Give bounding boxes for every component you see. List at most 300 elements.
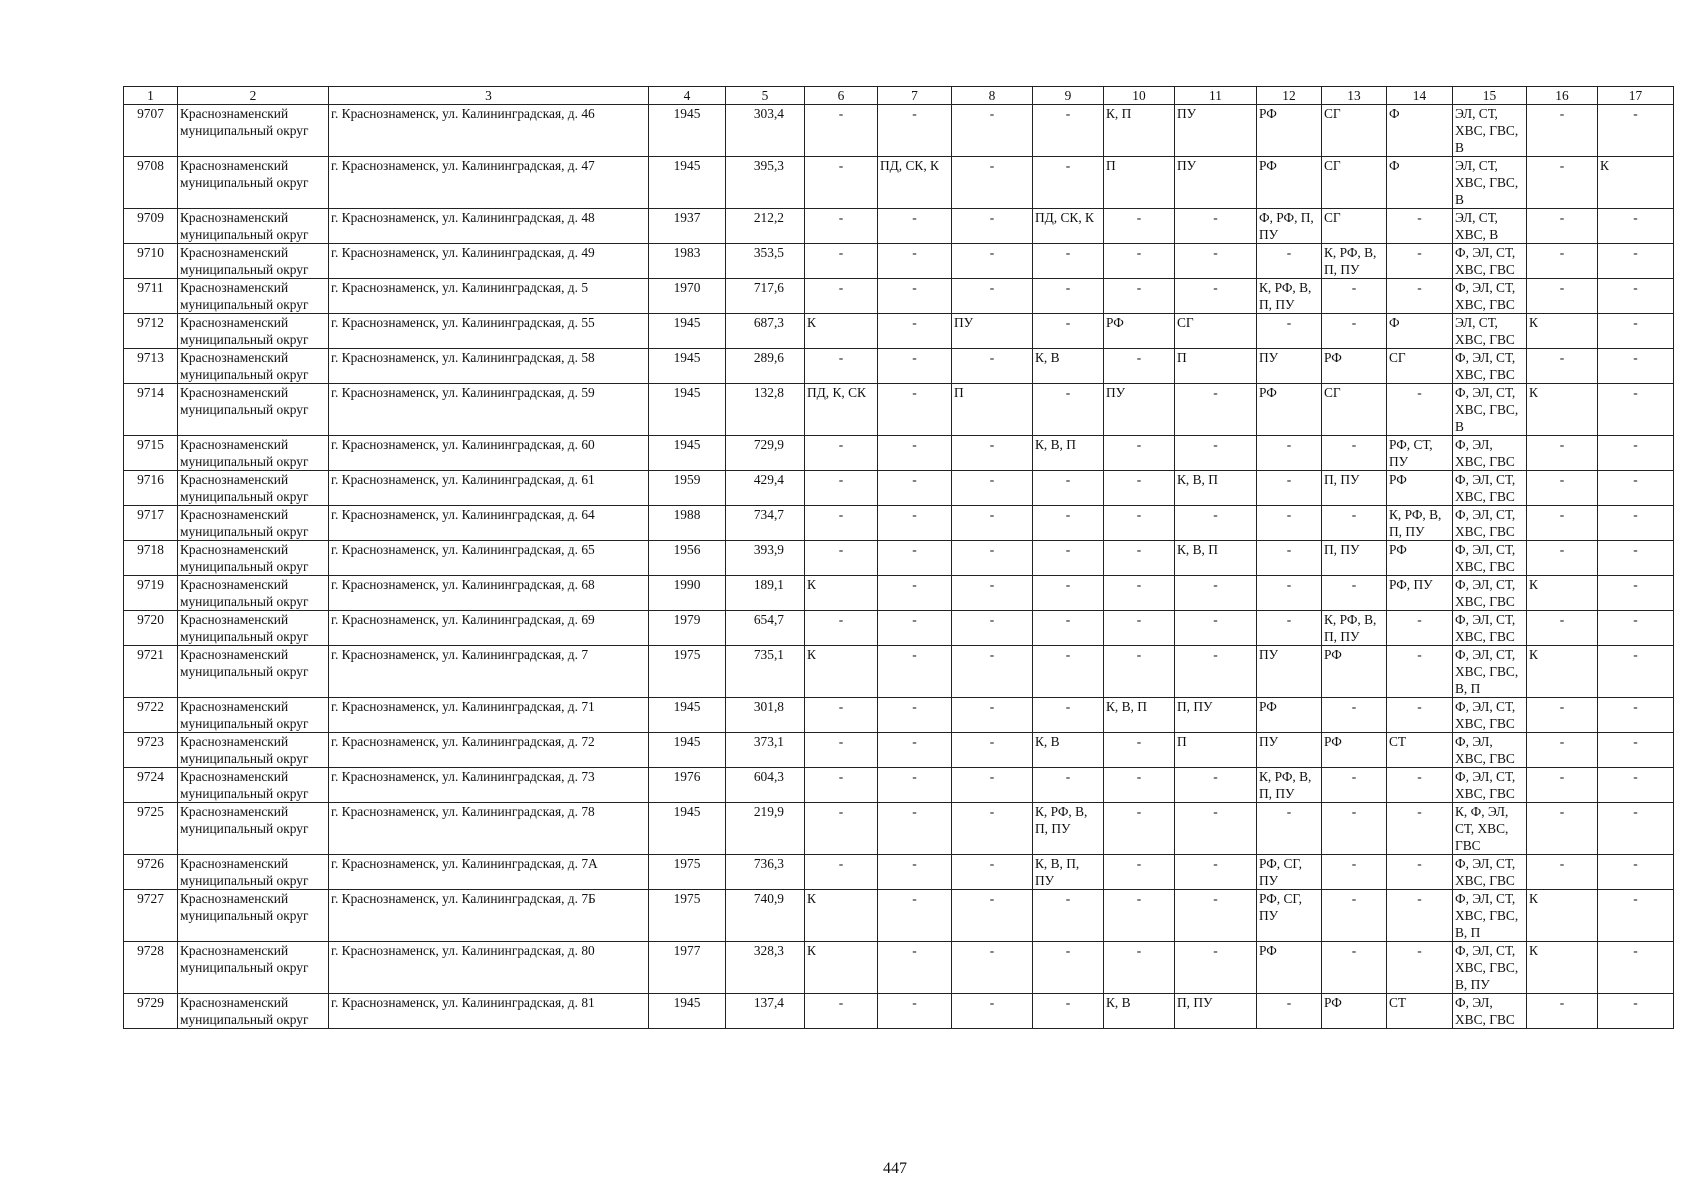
col6-cell: -	[805, 349, 878, 384]
area-cell: 654,7	[726, 611, 805, 646]
col11-cell: -	[1175, 436, 1257, 471]
col9-cell: -	[1033, 698, 1104, 733]
address-cell: г. Краснознаменск, ул. Калининградская, д. 48	[329, 209, 649, 244]
col7-cell: -	[878, 942, 952, 994]
column-number: 14	[1387, 87, 1453, 105]
col13-cell: -	[1322, 436, 1387, 471]
col13-cell: -	[1322, 942, 1387, 994]
column-number: 13	[1322, 87, 1387, 105]
col7-cell: -	[878, 105, 952, 157]
col12-cell: РФ	[1257, 698, 1322, 733]
year-cell: 1937	[649, 209, 726, 244]
col8-cell: -	[952, 576, 1033, 611]
area-cell: 717,6	[726, 279, 805, 314]
district-cell: Краснознаменский муниципальный округ	[178, 244, 329, 279]
row-number: 9710	[124, 244, 178, 279]
col11-cell: -	[1175, 209, 1257, 244]
col7-cell: -	[878, 768, 952, 803]
col6-cell: -	[805, 244, 878, 279]
row-number: 9708	[124, 157, 178, 209]
col17-cell: -	[1598, 349, 1674, 384]
col12-cell: -	[1257, 244, 1322, 279]
col13-cell: -	[1322, 890, 1387, 942]
col8-cell: -	[952, 942, 1033, 994]
col7-cell: -	[878, 209, 952, 244]
col16-cell: -	[1527, 436, 1598, 471]
col16-cell: -	[1527, 209, 1598, 244]
page-number: 447	[883, 1160, 907, 1177]
year-cell: 1945	[649, 733, 726, 768]
table-row	[124, 541, 1674, 576]
col10-cell: -	[1104, 768, 1175, 803]
col17-cell: К	[1598, 157, 1674, 209]
address-cell: г. Краснознаменск, ул. Калининградская, д. 7	[329, 646, 649, 698]
year-cell: 1945	[649, 436, 726, 471]
address-cell: г. Краснознаменск, ул. Калининградская, д. 46	[329, 105, 649, 157]
row-number: 9712	[124, 314, 178, 349]
col9-cell: -	[1033, 506, 1104, 541]
col9-cell: К, В, П	[1033, 436, 1104, 471]
year-cell: 1976	[649, 768, 726, 803]
col8-cell: -	[952, 105, 1033, 157]
col8-cell: -	[952, 768, 1033, 803]
col11-cell: -	[1175, 646, 1257, 698]
table-row	[124, 994, 1674, 1029]
row-number: 9711	[124, 279, 178, 314]
col9-cell: -	[1033, 471, 1104, 506]
year-cell: 1979	[649, 611, 726, 646]
col8-cell: -	[952, 855, 1033, 890]
col17-cell: -	[1598, 576, 1674, 611]
col10-cell: -	[1104, 279, 1175, 314]
col16-cell: -	[1527, 506, 1598, 541]
table-row	[124, 855, 1674, 890]
year-cell: 1970	[649, 279, 726, 314]
column-number-row	[124, 87, 1674, 105]
table-row	[124, 471, 1674, 506]
address-cell: г. Краснознаменск, ул. Калининградская, д. 7Б	[329, 890, 649, 942]
col12-cell: ПУ	[1257, 349, 1322, 384]
row-number: 9728	[124, 942, 178, 994]
col17-cell: -	[1598, 541, 1674, 576]
row-number: 9718	[124, 541, 178, 576]
area-cell: 353,5	[726, 244, 805, 279]
district-cell: Краснознаменский муниципальный округ	[178, 611, 329, 646]
col13-cell: -	[1322, 768, 1387, 803]
year-cell: 1945	[649, 157, 726, 209]
col8-cell: -	[952, 244, 1033, 279]
col17-cell: -	[1598, 471, 1674, 506]
area-cell: 219,9	[726, 803, 805, 855]
row-number: 9721	[124, 646, 178, 698]
col14-cell: РФ, СТ, ПУ	[1387, 436, 1453, 471]
area-cell: 212,2	[726, 209, 805, 244]
col16-cell: -	[1527, 611, 1598, 646]
area-cell: 735,1	[726, 646, 805, 698]
col17-cell: -	[1598, 384, 1674, 436]
col8-cell: -	[952, 436, 1033, 471]
col11-cell: ПУ	[1175, 157, 1257, 209]
col11-cell: СГ	[1175, 314, 1257, 349]
col11-cell: -	[1175, 506, 1257, 541]
table-row	[124, 768, 1674, 803]
district-cell: Краснознаменский муниципальный округ	[178, 733, 329, 768]
col12-cell: ПУ	[1257, 646, 1322, 698]
area-cell: 189,1	[726, 576, 805, 611]
column-number: 2	[178, 87, 329, 105]
district-cell: Краснознаменский муниципальный округ	[178, 698, 329, 733]
row-number: 9724	[124, 768, 178, 803]
col7-cell: -	[878, 994, 952, 1029]
col10-cell: -	[1104, 209, 1175, 244]
col13-cell: СГ	[1322, 157, 1387, 209]
row-number: 9726	[124, 855, 178, 890]
address-cell: г. Краснознаменск, ул. Калининградская, д. 64	[329, 506, 649, 541]
col8-cell: ПУ	[952, 314, 1033, 349]
col16-cell: -	[1527, 698, 1598, 733]
col14-cell: -	[1387, 803, 1453, 855]
column-number: 16	[1527, 87, 1598, 105]
col15-cell: Ф, ЭЛ, СТ, ХВС, ГВС	[1453, 349, 1527, 384]
col11-cell: -	[1175, 279, 1257, 314]
col16-cell: -	[1527, 994, 1598, 1029]
col16-cell: -	[1527, 541, 1598, 576]
col6-cell: К	[805, 890, 878, 942]
area-cell: 687,3	[726, 314, 805, 349]
col13-cell: -	[1322, 576, 1387, 611]
col13-cell: -	[1322, 506, 1387, 541]
col10-cell: -	[1104, 803, 1175, 855]
col10-cell: -	[1104, 611, 1175, 646]
col10-cell: ПУ	[1104, 384, 1175, 436]
area-cell: 604,3	[726, 768, 805, 803]
col17-cell: -	[1598, 105, 1674, 157]
col17-cell: -	[1598, 646, 1674, 698]
col16-cell: -	[1527, 279, 1598, 314]
col10-cell: К, В, П	[1104, 698, 1175, 733]
year-cell: 1977	[649, 942, 726, 994]
col13-cell: СГ	[1322, 209, 1387, 244]
col10-cell: -	[1104, 576, 1175, 611]
col15-cell: Ф, ЭЛ, СТ, ХВС, ГВС	[1453, 506, 1527, 541]
col9-cell: -	[1033, 157, 1104, 209]
col8-cell: -	[952, 209, 1033, 244]
col9-cell: К, В, П, ПУ	[1033, 855, 1104, 890]
column-number: 10	[1104, 87, 1175, 105]
col10-cell: П	[1104, 157, 1175, 209]
table-row	[124, 244, 1674, 279]
col8-cell: -	[952, 279, 1033, 314]
year-cell: 1956	[649, 541, 726, 576]
register-sheet	[123, 86, 1673, 1029]
col9-cell: -	[1033, 244, 1104, 279]
col7-cell: -	[878, 541, 952, 576]
col10-cell: -	[1104, 855, 1175, 890]
col11-cell: К, В, П	[1175, 471, 1257, 506]
col6-cell: -	[805, 541, 878, 576]
col14-cell: -	[1387, 209, 1453, 244]
row-number: 9713	[124, 349, 178, 384]
address-cell: г. Краснознаменск, ул. Калининградская, д. 55	[329, 314, 649, 349]
col13-cell: -	[1322, 803, 1387, 855]
year-cell: 1975	[649, 646, 726, 698]
address-cell: г. Краснознаменск, ул. Калининградская, д. 49	[329, 244, 649, 279]
col15-cell: Ф, ЭЛ, СТ, ХВС, ГВС	[1453, 698, 1527, 733]
col12-cell: -	[1257, 471, 1322, 506]
table-row	[124, 803, 1674, 855]
row-number: 9714	[124, 384, 178, 436]
address-cell: г. Краснознаменск, ул. Калининградская, д. 58	[329, 349, 649, 384]
row-number: 9709	[124, 209, 178, 244]
col13-cell: -	[1322, 279, 1387, 314]
col13-cell: РФ	[1322, 349, 1387, 384]
col12-cell: К, РФ, В, П, ПУ	[1257, 279, 1322, 314]
col13-cell: К, РФ, В, П, ПУ	[1322, 244, 1387, 279]
col12-cell: РФ, СГ, ПУ	[1257, 890, 1322, 942]
col11-cell: П	[1175, 733, 1257, 768]
area-cell: 328,3	[726, 942, 805, 994]
col12-cell: РФ	[1257, 157, 1322, 209]
col13-cell: СГ	[1322, 384, 1387, 436]
col15-cell: Ф, ЭЛ, СТ, ХВС, ГВС	[1453, 855, 1527, 890]
col12-cell: -	[1257, 994, 1322, 1029]
column-number: 3	[329, 87, 649, 105]
district-cell: Краснознаменский муниципальный округ	[178, 942, 329, 994]
col17-cell: -	[1598, 994, 1674, 1029]
col9-cell: К, В	[1033, 349, 1104, 384]
col15-cell: Ф, ЭЛ, ХВС, ГВС	[1453, 733, 1527, 768]
col15-cell: Ф, ЭЛ, СТ, ХВС, ГВС	[1453, 541, 1527, 576]
column-number: 8	[952, 87, 1033, 105]
district-cell: Краснознаменский муниципальный округ	[178, 279, 329, 314]
col6-cell: -	[805, 279, 878, 314]
col17-cell: -	[1598, 942, 1674, 994]
col6-cell: -	[805, 506, 878, 541]
col6-cell: ПД, К, СК	[805, 384, 878, 436]
row-number: 9707	[124, 105, 178, 157]
col10-cell: -	[1104, 506, 1175, 541]
col14-cell: -	[1387, 855, 1453, 890]
col15-cell: Ф, ЭЛ, СТ, ХВС, ГВС	[1453, 576, 1527, 611]
column-number: 9	[1033, 87, 1104, 105]
col13-cell: РФ	[1322, 733, 1387, 768]
col14-cell: К, РФ, В, П, ПУ	[1387, 506, 1453, 541]
col17-cell: -	[1598, 855, 1674, 890]
col9-cell: -	[1033, 314, 1104, 349]
col16-cell: К	[1527, 576, 1598, 611]
col7-cell: -	[878, 279, 952, 314]
area-cell: 289,6	[726, 349, 805, 384]
col8-cell: -	[952, 471, 1033, 506]
district-cell: Краснознаменский муниципальный округ	[178, 506, 329, 541]
col12-cell: -	[1257, 314, 1322, 349]
table-row	[124, 105, 1674, 157]
col17-cell: -	[1598, 506, 1674, 541]
col11-cell: -	[1175, 768, 1257, 803]
col12-cell: РФ	[1257, 942, 1322, 994]
table-row	[124, 611, 1674, 646]
col7-cell: -	[878, 436, 952, 471]
col17-cell: -	[1598, 803, 1674, 855]
col6-cell: -	[805, 436, 878, 471]
table-row	[124, 733, 1674, 768]
col14-cell: Ф	[1387, 105, 1453, 157]
col15-cell: Ф, ЭЛ, ХВС, ГВС	[1453, 436, 1527, 471]
col12-cell: -	[1257, 576, 1322, 611]
col6-cell: -	[805, 209, 878, 244]
col11-cell: К, В, П	[1175, 541, 1257, 576]
year-cell: 1975	[649, 855, 726, 890]
col16-cell: К	[1527, 890, 1598, 942]
col17-cell: -	[1598, 698, 1674, 733]
col15-cell: ЭЛ, СТ, ХВС, В	[1453, 209, 1527, 244]
row-number: 9719	[124, 576, 178, 611]
col9-cell: -	[1033, 105, 1104, 157]
col7-cell: -	[878, 803, 952, 855]
col9-cell: К, В	[1033, 733, 1104, 768]
col14-cell: СГ	[1387, 349, 1453, 384]
col12-cell: -	[1257, 541, 1322, 576]
col8-cell: -	[952, 349, 1033, 384]
address-cell: г. Краснознаменск, ул. Калининградская, д. 47	[329, 157, 649, 209]
col16-cell: К	[1527, 314, 1598, 349]
table-row	[124, 314, 1674, 349]
table-row	[124, 157, 1674, 209]
district-cell: Краснознаменский муниципальный округ	[178, 890, 329, 942]
col14-cell: -	[1387, 768, 1453, 803]
col10-cell: -	[1104, 471, 1175, 506]
col6-cell: К	[805, 646, 878, 698]
col7-cell: -	[878, 698, 952, 733]
col16-cell: -	[1527, 349, 1598, 384]
area-cell: 729,9	[726, 436, 805, 471]
column-number: 15	[1453, 87, 1527, 105]
district-cell: Краснознаменский муниципальный округ	[178, 576, 329, 611]
col8-cell: -	[952, 611, 1033, 646]
col7-cell: -	[878, 611, 952, 646]
col15-cell: Ф, ЭЛ, СТ, ХВС, ГВС, В, ПУ	[1453, 942, 1527, 994]
col13-cell: П, ПУ	[1322, 541, 1387, 576]
col16-cell: К	[1527, 646, 1598, 698]
col6-cell: -	[805, 698, 878, 733]
col7-cell: -	[878, 384, 952, 436]
area-cell: 303,4	[726, 105, 805, 157]
col6-cell: К	[805, 314, 878, 349]
col12-cell: РФ	[1257, 105, 1322, 157]
col8-cell: -	[952, 733, 1033, 768]
col9-cell: -	[1033, 646, 1104, 698]
col8-cell: -	[952, 994, 1033, 1029]
col14-cell: СТ	[1387, 994, 1453, 1029]
col7-cell: -	[878, 471, 952, 506]
col15-cell: ЭЛ, СТ, ХВС, ГВС, В	[1453, 105, 1527, 157]
col14-cell: СТ	[1387, 733, 1453, 768]
table-row	[124, 349, 1674, 384]
year-cell: 1945	[649, 105, 726, 157]
col9-cell: -	[1033, 384, 1104, 436]
table-row	[124, 279, 1674, 314]
row-number: 9723	[124, 733, 178, 768]
col10-cell: -	[1104, 541, 1175, 576]
col12-cell: -	[1257, 803, 1322, 855]
col9-cell: -	[1033, 279, 1104, 314]
col15-cell: Ф, ЭЛ, ХВС, ГВС	[1453, 994, 1527, 1029]
area-cell: 137,4	[726, 994, 805, 1029]
col16-cell: К	[1527, 384, 1598, 436]
col16-cell: -	[1527, 471, 1598, 506]
col10-cell: -	[1104, 942, 1175, 994]
col8-cell: -	[952, 646, 1033, 698]
col12-cell: -	[1257, 611, 1322, 646]
col13-cell: -	[1322, 698, 1387, 733]
district-cell: Краснознаменский муниципальный округ	[178, 157, 329, 209]
table-row	[124, 942, 1674, 994]
col17-cell: -	[1598, 768, 1674, 803]
col12-cell: РФ, СГ, ПУ	[1257, 855, 1322, 890]
col9-cell: -	[1033, 541, 1104, 576]
col6-cell: -	[805, 611, 878, 646]
area-cell: 736,3	[726, 855, 805, 890]
col11-cell: -	[1175, 611, 1257, 646]
district-cell: Краснознаменский муниципальный округ	[178, 349, 329, 384]
address-cell: г. Краснознаменск, ул. Калининградская, д. 72	[329, 733, 649, 768]
col10-cell: -	[1104, 733, 1175, 768]
col15-cell: К, Ф, ЭЛ, СТ, ХВС, ГВС	[1453, 803, 1527, 855]
col9-cell: -	[1033, 768, 1104, 803]
col7-cell: -	[878, 506, 952, 541]
col13-cell: -	[1322, 314, 1387, 349]
table-row	[124, 384, 1674, 436]
buildings-table	[123, 86, 1674, 1029]
col9-cell: ПД, СК, К	[1033, 209, 1104, 244]
col12-cell: -	[1257, 506, 1322, 541]
col15-cell: Ф, ЭЛ, СТ, ХВС, ГВС, В	[1453, 384, 1527, 436]
row-number: 9720	[124, 611, 178, 646]
col15-cell: Ф, ЭЛ, СТ, ХВС, ГВС	[1453, 244, 1527, 279]
col14-cell: -	[1387, 384, 1453, 436]
col15-cell: Ф, ЭЛ, СТ, ХВС, ГВС	[1453, 471, 1527, 506]
district-cell: Краснознаменский муниципальный округ	[178, 209, 329, 244]
col7-cell: -	[878, 890, 952, 942]
col17-cell: -	[1598, 890, 1674, 942]
col12-cell: Ф, РФ, П, ПУ	[1257, 209, 1322, 244]
address-cell: г. Краснознаменск, ул. Калининградская, д. 78	[329, 803, 649, 855]
col10-cell: -	[1104, 244, 1175, 279]
col11-cell: ПУ	[1175, 105, 1257, 157]
area-cell: 734,7	[726, 506, 805, 541]
col13-cell: -	[1322, 855, 1387, 890]
year-cell: 1975	[649, 890, 726, 942]
district-cell: Краснознаменский муниципальный округ	[178, 471, 329, 506]
column-number: 1	[124, 87, 178, 105]
row-number: 9716	[124, 471, 178, 506]
col10-cell: -	[1104, 646, 1175, 698]
table-row	[124, 436, 1674, 471]
col16-cell: -	[1527, 768, 1598, 803]
col16-cell: -	[1527, 733, 1598, 768]
col15-cell: ЭЛ, СТ, ХВС, ГВС, В	[1453, 157, 1527, 209]
col15-cell: ЭЛ, СТ, ХВС, ГВС	[1453, 314, 1527, 349]
col6-cell: -	[805, 471, 878, 506]
area-cell: 373,1	[726, 733, 805, 768]
col14-cell: -	[1387, 698, 1453, 733]
col15-cell: Ф, ЭЛ, СТ, ХВС, ГВС	[1453, 768, 1527, 803]
col6-cell: -	[805, 105, 878, 157]
year-cell: 1959	[649, 471, 726, 506]
col14-cell: -	[1387, 279, 1453, 314]
col9-cell: -	[1033, 576, 1104, 611]
col15-cell: Ф, ЭЛ, СТ, ХВС, ГВС, В, П	[1453, 646, 1527, 698]
